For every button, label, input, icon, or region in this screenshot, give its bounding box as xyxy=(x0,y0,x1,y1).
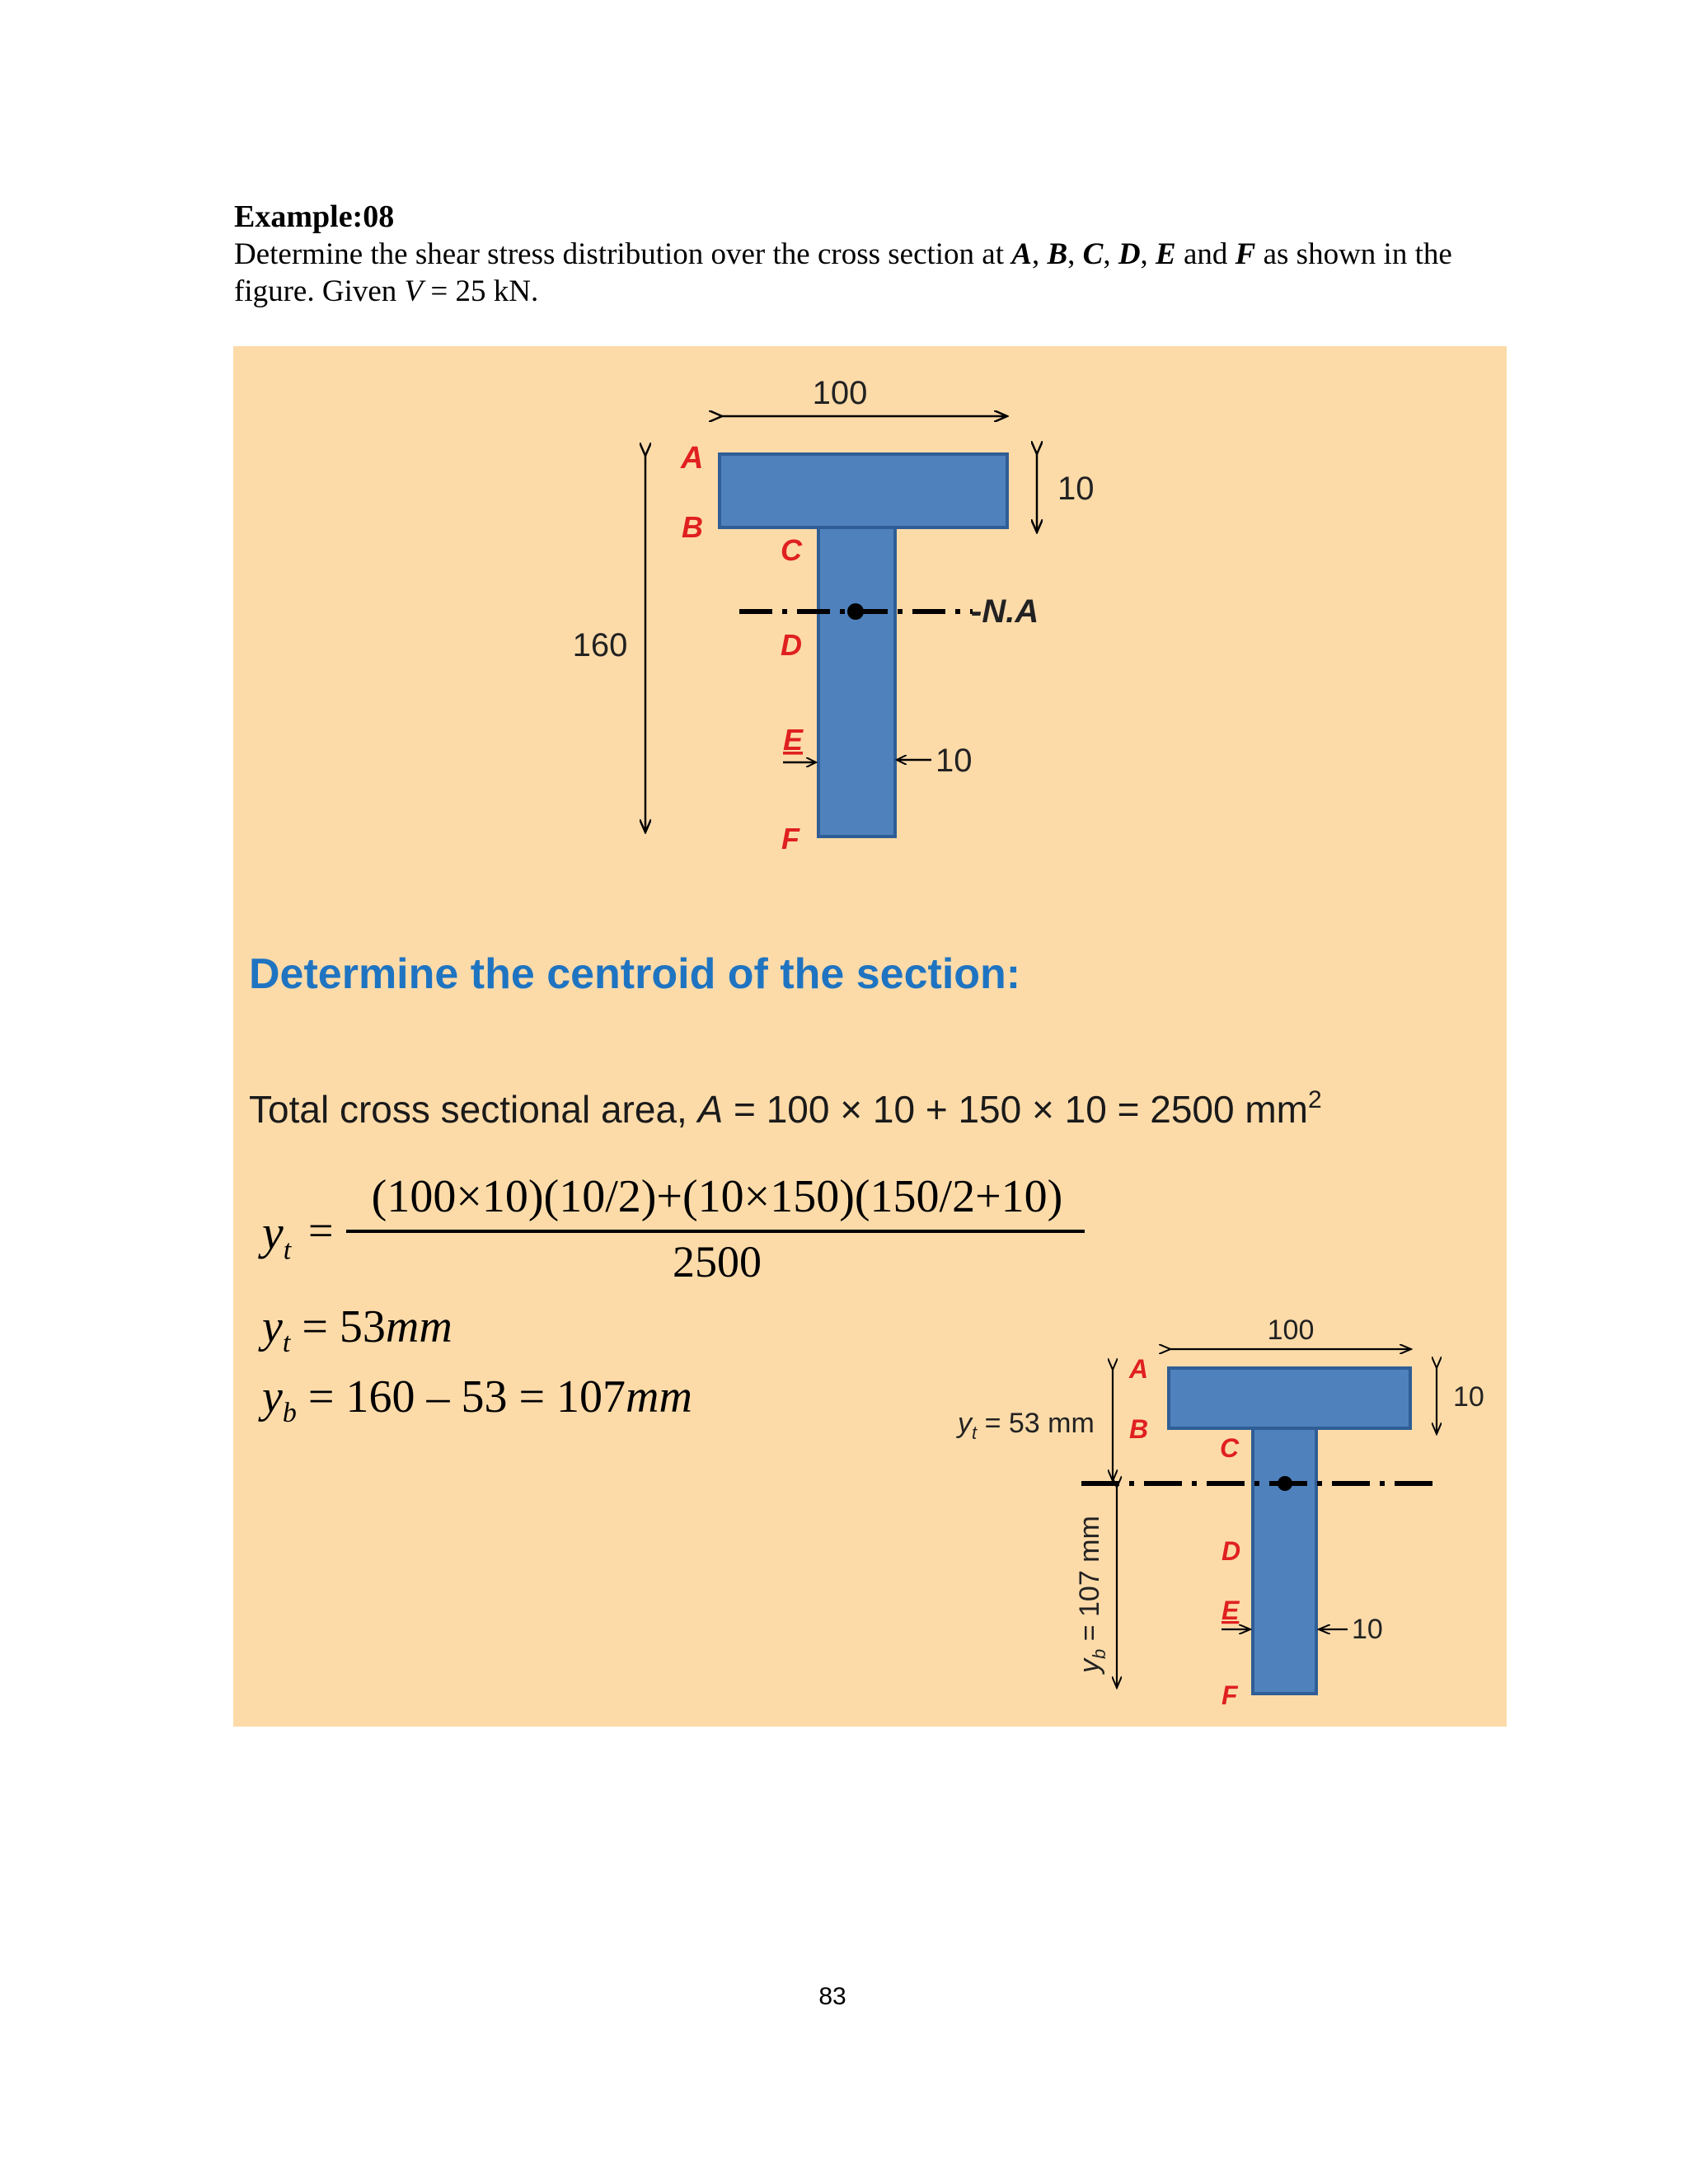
formula-numerator: (100×10)(10/2)+(10×150)(150/2+10) xyxy=(371,1171,1063,1222)
point-label-a-b: A xyxy=(1129,1354,1149,1384)
point-label-a: A xyxy=(681,441,704,476)
point-label-f-b: F xyxy=(1221,1680,1238,1710)
point-label-b: B xyxy=(682,510,703,544)
section-title: Determine the centroid of the section: xyxy=(249,950,1021,998)
result-yt: $y_t = 53mm$ xyxy=(262,1301,452,1359)
point-label-c: C xyxy=(781,533,802,567)
flange-dim-label: 10 xyxy=(1057,471,1095,507)
web-dim-label-b: 10 xyxy=(1352,1614,1383,1645)
page-number: 83 xyxy=(818,1983,846,2010)
point-label-e-b: E xyxy=(1221,1596,1240,1625)
centroid-dot-b xyxy=(1278,1476,1292,1491)
web-dim-label: 10 xyxy=(935,743,973,779)
yb-label: $y_b = 107$ mm xyxy=(1074,1516,1109,1673)
flange-b xyxy=(1169,1368,1410,1428)
point-label-f: F xyxy=(781,822,799,855)
example-heading: Example:08 xyxy=(234,199,395,234)
width-dim-label-b: 100 xyxy=(1267,1315,1315,1346)
na-label: -N.A xyxy=(971,593,1039,630)
point-label-d-b: D xyxy=(1221,1536,1241,1566)
point-label-b-b: B xyxy=(1129,1414,1149,1444)
width-dim-label: 100 xyxy=(812,375,868,411)
result-yb: $y_b = 160 - 53 = 107mm$ xyxy=(262,1371,692,1429)
point-label-e: E xyxy=(783,723,804,757)
point-label-c-b: C xyxy=(1220,1433,1240,1463)
height-dim-label: 160 xyxy=(572,627,628,663)
web-b xyxy=(1253,1428,1316,1694)
formula-denominator: 2500 xyxy=(673,1237,762,1286)
area-equation: Total cross sectional area, A = 100 × 10 + 150 × 10 = 2500 $mm^2$ xyxy=(249,1086,1322,1131)
problem-statement: Determine the shear stress distribution over the cross section at A, B, C, D, E and F as shown in the figure. Given V = 25 kN. xyxy=(234,237,1452,308)
formula-lhs: $y_t$ xyxy=(262,1206,292,1266)
flange-dim-label-b: 10 xyxy=(1453,1381,1484,1413)
formula-equals: = xyxy=(308,1206,334,1255)
yt-label: $y_t = 53$ mm xyxy=(958,1408,1095,1443)
point-label-d: D xyxy=(781,628,802,662)
